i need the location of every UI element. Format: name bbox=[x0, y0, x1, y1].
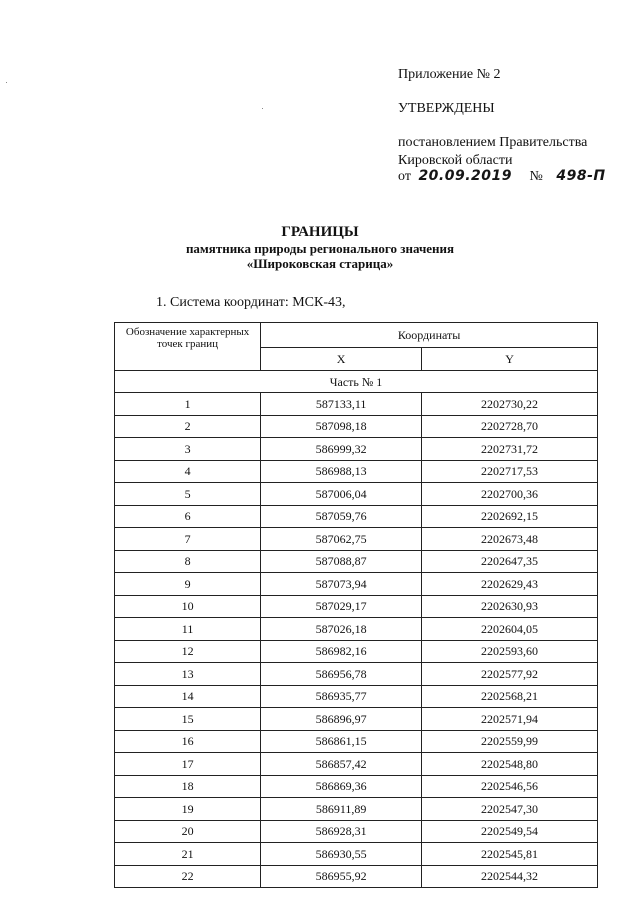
header-x: X bbox=[261, 347, 422, 370]
table-row bbox=[115, 528, 598, 551]
point-number-cell: 12 bbox=[115, 640, 261, 663]
x-coordinate-cell: 586930,55 bbox=[261, 843, 422, 866]
table-row bbox=[115, 685, 598, 708]
x-coordinate-cell: 587098,18 bbox=[261, 415, 422, 438]
y-coordinate-cell: 2202568,21 bbox=[422, 685, 598, 708]
region-label: Кировской области bbox=[398, 153, 513, 168]
y-coordinate-cell: 2202577,92 bbox=[422, 663, 598, 686]
table-row bbox=[115, 708, 598, 731]
x-coordinate-cell: 586955,92 bbox=[261, 865, 422, 888]
x-coordinate-cell: 587088,87 bbox=[261, 550, 422, 573]
point-number-cell: 21 bbox=[115, 843, 261, 866]
document-title bbox=[140, 224, 500, 271]
table-row bbox=[115, 640, 598, 663]
table-row bbox=[115, 865, 598, 888]
x-coordinate-cell: 586857,42 bbox=[261, 753, 422, 776]
x-coordinate-cell: 587062,75 bbox=[261, 528, 422, 551]
point-number-cell: 10 bbox=[115, 595, 261, 618]
table-row bbox=[115, 618, 598, 641]
table-row bbox=[115, 820, 598, 843]
x-coordinate-cell: 587059,76 bbox=[261, 505, 422, 528]
scan-speck bbox=[6, 82, 7, 83]
x-coordinate-cell: 587029,17 bbox=[261, 595, 422, 618]
point-number-cell: 13 bbox=[115, 663, 261, 686]
y-coordinate-cell: 2202700,36 bbox=[422, 483, 598, 506]
y-coordinate-cell: 2202547,30 bbox=[422, 798, 598, 821]
y-coordinate-cell: 2202730,22 bbox=[422, 393, 598, 416]
date-prefix: от bbox=[398, 169, 411, 184]
y-coordinate-cell: 2202544,32 bbox=[422, 865, 598, 888]
x-coordinate-cell: 587006,04 bbox=[261, 483, 422, 506]
table-row bbox=[115, 843, 598, 866]
x-coordinate-cell: 586935,77 bbox=[261, 685, 422, 708]
title-line-3: «Широковская старица» bbox=[246, 256, 394, 271]
approved-by-label: постановлением Правительства bbox=[398, 135, 588, 150]
table-row bbox=[115, 438, 598, 461]
scan-speck bbox=[262, 108, 263, 109]
title-line-1: ГРАНИЦЫ bbox=[281, 224, 359, 240]
number-sign: № bbox=[529, 169, 543, 184]
handwritten-date: 20.09.2019 bbox=[418, 168, 513, 184]
x-coordinate-cell: 586869,36 bbox=[261, 775, 422, 798]
x-coordinate-cell: 586956,78 bbox=[261, 663, 422, 686]
table-row bbox=[115, 730, 598, 753]
header-y: Y bbox=[422, 347, 598, 370]
coordinates-table bbox=[114, 322, 598, 888]
handwritten-number: 498-П bbox=[556, 168, 606, 184]
point-number-cell: 4 bbox=[115, 460, 261, 483]
table-row bbox=[115, 573, 598, 596]
point-number-cell: 18 bbox=[115, 775, 261, 798]
table-row bbox=[115, 663, 598, 686]
point-number-cell: 20 bbox=[115, 820, 261, 843]
approved-label: УТВЕРЖДЕНЫ bbox=[398, 101, 495, 116]
point-number-cell: 3 bbox=[115, 438, 261, 461]
date-number-line bbox=[398, 168, 606, 185]
y-coordinate-cell: 2202630,93 bbox=[422, 595, 598, 618]
title-line-2: памятника природы регионального значения bbox=[185, 241, 455, 256]
point-number-cell: 17 bbox=[115, 753, 261, 776]
point-number-cell: 5 bbox=[115, 483, 261, 506]
point-number-cell: 19 bbox=[115, 798, 261, 821]
table-row bbox=[115, 798, 598, 821]
point-number-cell: 9 bbox=[115, 573, 261, 596]
x-coordinate-cell: 587133,11 bbox=[261, 393, 422, 416]
x-coordinate-cell: 586911,89 bbox=[261, 798, 422, 821]
point-number-cell: 8 bbox=[115, 550, 261, 573]
point-number-cell: 1 bbox=[115, 393, 261, 416]
y-coordinate-cell: 2202731,72 bbox=[422, 438, 598, 461]
y-coordinate-cell: 2202629,43 bbox=[422, 573, 598, 596]
table-row bbox=[115, 505, 598, 528]
table-row bbox=[115, 393, 598, 416]
table-row bbox=[115, 595, 598, 618]
point-number-cell: 16 bbox=[115, 730, 261, 753]
coordinate-system-line: 1. Система координат: МСК-43, bbox=[156, 295, 346, 310]
y-coordinate-cell: 2202546,56 bbox=[422, 775, 598, 798]
x-coordinate-cell: 587073,94 bbox=[261, 573, 422, 596]
x-coordinate-cell: 586988,13 bbox=[261, 460, 422, 483]
y-coordinate-cell: 2202604,05 bbox=[422, 618, 598, 641]
y-coordinate-cell: 2202673,48 bbox=[422, 528, 598, 551]
x-coordinate-cell: 586982,16 bbox=[261, 640, 422, 663]
point-number-cell: 7 bbox=[115, 528, 261, 551]
y-coordinate-cell: 2202548,80 bbox=[422, 753, 598, 776]
y-coordinate-cell: 2202717,53 bbox=[422, 460, 598, 483]
x-coordinate-cell: 586928,31 bbox=[261, 820, 422, 843]
point-number-cell: 15 bbox=[115, 708, 261, 731]
y-coordinate-cell: 2202545,81 bbox=[422, 843, 598, 866]
y-coordinate-cell: 2202692,15 bbox=[422, 505, 598, 528]
x-coordinate-cell: 586896,97 bbox=[261, 708, 422, 731]
x-coordinate-cell: 586861,15 bbox=[261, 730, 422, 753]
appendix-label: Приложение № 2 bbox=[398, 67, 501, 82]
y-coordinate-cell: 2202647,35 bbox=[422, 550, 598, 573]
x-coordinate-cell: 586999,32 bbox=[261, 438, 422, 461]
point-number-cell: 6 bbox=[115, 505, 261, 528]
header-coordinates: Координаты bbox=[261, 323, 598, 348]
table-row bbox=[115, 775, 598, 798]
table-row bbox=[115, 415, 598, 438]
point-number-cell: 11 bbox=[115, 618, 261, 641]
table-row bbox=[115, 460, 598, 483]
table-row bbox=[115, 483, 598, 506]
y-coordinate-cell: 2202571,94 bbox=[422, 708, 598, 731]
approval-block bbox=[398, 66, 606, 184]
header-point-designation: Обозначение характерных точек границ bbox=[115, 323, 261, 371]
part-heading: Часть № 1 bbox=[115, 371, 598, 393]
point-number-cell: 2 bbox=[115, 415, 261, 438]
table-row bbox=[115, 753, 598, 776]
y-coordinate-cell: 2202728,70 bbox=[422, 415, 598, 438]
y-coordinate-cell: 2202559,99 bbox=[422, 730, 598, 753]
table-row bbox=[115, 550, 598, 573]
y-coordinate-cell: 2202593,60 bbox=[422, 640, 598, 663]
y-coordinate-cell: 2202549,54 bbox=[422, 820, 598, 843]
x-coordinate-cell: 587026,18 bbox=[261, 618, 422, 641]
point-number-cell: 22 bbox=[115, 865, 261, 888]
point-number-cell: 14 bbox=[115, 685, 261, 708]
